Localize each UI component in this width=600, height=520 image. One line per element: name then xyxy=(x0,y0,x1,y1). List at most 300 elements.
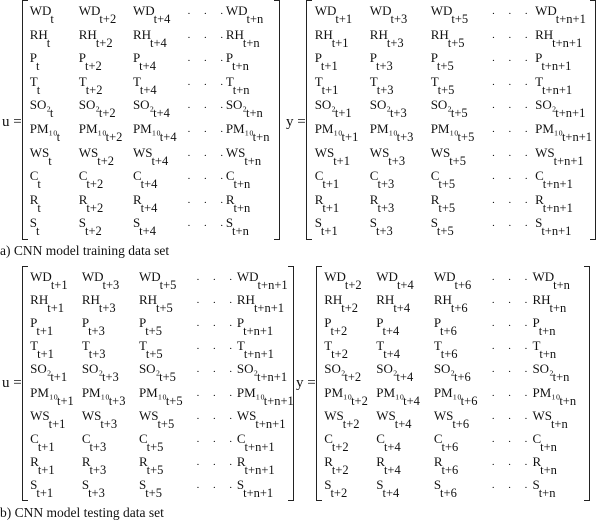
ellipsis-dots: · · · xyxy=(196,297,238,310)
time-subscript: t+3 xyxy=(390,12,408,26)
matrix-cell xyxy=(314,215,339,239)
matrix-cell xyxy=(532,269,570,292)
variable-symbol: C xyxy=(132,168,142,184)
matrix-cell xyxy=(236,315,274,339)
variable-symbol: S xyxy=(132,215,141,231)
variable-symbol: WS xyxy=(433,407,454,423)
time-subscript: t+1 xyxy=(320,224,338,239)
variable-symbol: WD xyxy=(138,269,161,284)
variable-symbol: WD xyxy=(29,3,52,18)
ellipsis-dots: · · · xyxy=(491,173,534,186)
variable-symbol: S xyxy=(324,476,332,492)
ellipsis-dots: · · · xyxy=(491,78,534,91)
time-subscript: t+5 xyxy=(146,439,164,454)
variable-symbol: WD xyxy=(369,3,392,18)
variable-symbol: SO₂ xyxy=(535,97,557,113)
variable-symbol: R xyxy=(324,453,333,469)
matrix-cell xyxy=(81,269,120,292)
variable-symbol: S xyxy=(236,476,245,492)
variable-symbol: PM₁₀ xyxy=(324,384,353,400)
matrix-cell xyxy=(81,315,106,339)
time-subscript: t+n+1 xyxy=(244,439,275,454)
time-subscript: t+1 xyxy=(37,462,55,477)
variable-symbol: P xyxy=(81,315,90,331)
matrix-row xyxy=(316,314,590,338)
matrix-cell xyxy=(138,407,175,431)
time-subscript: t+2 xyxy=(351,393,368,408)
variable-symbol: PM₁₀ xyxy=(29,121,58,136)
variable-symbol: S xyxy=(376,476,384,492)
ellipsis xyxy=(492,4,534,19)
time-subscript: t+1 xyxy=(37,347,54,362)
matrix-cell xyxy=(81,407,118,431)
time-subscript: t+5 xyxy=(157,416,175,431)
matrix-cell xyxy=(314,73,340,97)
variable-symbol: S xyxy=(81,476,90,492)
time-subscript: t+n xyxy=(232,82,250,97)
matrix-cell xyxy=(535,73,573,97)
variable-symbol: T xyxy=(225,73,234,89)
ellipsis xyxy=(492,122,534,137)
time-subscript: t+5 xyxy=(159,278,177,292)
variable-symbol: PM₁₀ xyxy=(535,121,563,136)
y-matrix xyxy=(316,266,590,501)
variable-symbol: PM₁₀ xyxy=(314,121,343,136)
time-subscript: t+1 xyxy=(320,59,338,74)
time-subscript: t+4 xyxy=(396,370,414,385)
matrix-cell xyxy=(30,407,66,431)
matrix-cell xyxy=(314,191,340,215)
matrix-cell xyxy=(225,50,250,74)
time-subscript: t+1 xyxy=(334,106,352,121)
matrix-cell xyxy=(433,407,470,431)
matrix-cell xyxy=(430,215,455,239)
time-subscript: t+2 xyxy=(84,224,102,239)
ellipsis xyxy=(187,28,229,43)
variable-symbol: S xyxy=(225,215,234,231)
ellipsis-dots: · · · xyxy=(187,196,229,209)
variable-symbol: SO₂ xyxy=(132,97,155,113)
variable-symbol: PM₁₀ xyxy=(81,384,110,400)
variable-symbol: SO₂ xyxy=(433,361,455,377)
time-subscript: t+4 xyxy=(383,347,400,362)
matrix-cell xyxy=(29,26,52,50)
time-subscript: t+5 xyxy=(450,106,468,121)
time-subscript: t+4 xyxy=(383,439,401,454)
variable-symbol: RH xyxy=(314,26,333,42)
time-subscript: t+n xyxy=(232,59,249,74)
matrix-cell xyxy=(369,50,394,74)
ellipsis xyxy=(196,478,238,493)
variable-symbol: RH xyxy=(430,26,449,42)
ellipsis xyxy=(491,386,533,401)
matrix-cell xyxy=(78,144,115,168)
time-subscript: t+6 xyxy=(440,324,457,339)
ellipsis xyxy=(196,316,238,331)
variable-symbol: SO₂ xyxy=(314,97,336,113)
ellipsis-dots: · · · xyxy=(187,173,229,186)
time-subscript: t+5 xyxy=(159,370,176,385)
matrix-cell xyxy=(324,453,349,477)
variable-symbol: WS xyxy=(376,407,396,423)
variable-symbol: RH xyxy=(225,26,244,42)
matrix-row xyxy=(22,2,280,26)
ellipsis-dots: · · · xyxy=(187,102,229,115)
ellipsis xyxy=(196,432,238,447)
time-subscript: t+n xyxy=(233,200,251,215)
time-subscript: t+1 xyxy=(341,130,359,144)
ellipsis-dots: · · · xyxy=(491,31,534,44)
variable-symbol: SO₂ xyxy=(78,97,100,113)
time-subscript: t+1 xyxy=(50,370,68,385)
time-subscript: t+n+1 xyxy=(243,324,274,339)
variable-symbol: PM₁₀ xyxy=(225,121,254,136)
time-subscript: t+1 xyxy=(36,485,54,500)
ellipsis xyxy=(196,270,238,285)
variable-symbol: C xyxy=(369,168,379,184)
ellipsis-dots: · · · xyxy=(491,389,533,402)
matrix-row xyxy=(306,73,596,97)
variable-symbol: WS xyxy=(430,144,451,160)
variable-symbol: S xyxy=(532,476,540,492)
matrix-cell xyxy=(369,26,405,50)
ellipsis-dots: · · · xyxy=(491,320,533,333)
time-subscript: t+2 xyxy=(344,278,362,292)
u-label: u = xyxy=(2,375,22,391)
variable-symbol: WD xyxy=(376,269,398,284)
matrix-row xyxy=(306,2,596,26)
time-subscript: t+3 xyxy=(386,35,404,50)
ellipsis xyxy=(491,362,533,377)
matrix-cell xyxy=(29,121,61,144)
y-label: y = xyxy=(286,114,306,130)
ellipsis xyxy=(187,98,229,113)
matrix-cell xyxy=(324,292,359,316)
matrix-cell xyxy=(132,191,158,215)
time-subscript: t+5 xyxy=(437,82,455,97)
variable-symbol: T xyxy=(369,73,378,89)
matrix-row xyxy=(22,49,280,73)
matrix-cell xyxy=(433,430,459,454)
ellipsis xyxy=(187,122,229,137)
variable-symbol: PM₁₀ xyxy=(369,121,398,136)
time-subscript: t+5 xyxy=(436,59,454,74)
matrix-cell xyxy=(132,26,168,50)
variable-symbol: T xyxy=(29,73,38,89)
variable-symbol: WS xyxy=(81,407,102,423)
matrix-cell xyxy=(535,97,586,121)
time-subscript: t+3 xyxy=(88,347,106,362)
time-subscript: t+6 xyxy=(450,301,468,316)
caption-a: a) CNN model training data set xyxy=(0,243,170,258)
time-subscript: t+4 xyxy=(153,12,171,26)
matrix-row xyxy=(22,314,294,338)
matrix-cell xyxy=(532,338,557,362)
ellipsis xyxy=(196,339,238,354)
time-subscript: t+3 xyxy=(88,485,105,500)
matrix-cell xyxy=(433,453,459,477)
variable-symbol: S xyxy=(430,215,438,231)
ellipsis xyxy=(492,98,534,113)
time-subscript: t+3 xyxy=(100,416,118,431)
time-subscript: t+4 xyxy=(151,153,169,168)
variable-symbol: WD xyxy=(535,3,557,18)
variable-symbol: P xyxy=(376,315,384,331)
variable-symbol: R xyxy=(225,191,235,207)
matrix-row xyxy=(22,453,294,477)
matrix-cell xyxy=(236,430,276,454)
matrix-row xyxy=(316,337,590,361)
matrix-cell xyxy=(376,384,421,408)
time-subscript: t+n xyxy=(242,35,260,50)
ellipsis-dots: · · · xyxy=(491,55,534,68)
time-subscript: t+6 xyxy=(441,439,459,454)
matrix-row xyxy=(316,268,590,292)
ellipsis xyxy=(491,339,533,354)
matrix-row xyxy=(306,144,596,168)
matrix-cell xyxy=(81,476,106,500)
variable-symbol: WD xyxy=(532,269,555,284)
variable-symbol: C xyxy=(433,430,443,446)
time-subscript: t+6 xyxy=(453,370,471,385)
matrix-cell xyxy=(535,121,593,144)
matrix-cell xyxy=(376,361,414,385)
variable-symbol: PM₁₀ xyxy=(532,384,561,400)
variable-symbol: R xyxy=(430,191,440,207)
ellipsis-dots: · · · xyxy=(491,8,534,20)
time-subscript: t+n xyxy=(539,347,557,362)
matrix-cell xyxy=(78,121,124,144)
variable-symbol: S xyxy=(138,476,147,492)
ellipsis-dots: · · · xyxy=(196,458,238,471)
matrix-row xyxy=(22,407,294,431)
time-subscript: t+4 xyxy=(159,130,177,144)
ellipsis xyxy=(492,193,534,208)
time-subscript: t+1 xyxy=(57,393,74,408)
variable-symbol: SO₂ xyxy=(376,361,398,377)
variable-symbol: SO₂ xyxy=(369,97,391,113)
time-subscript: t+4 xyxy=(403,393,420,408)
matrix-cell xyxy=(132,121,178,144)
variable-symbol: WD xyxy=(236,269,259,284)
variable-symbol: SO₂ xyxy=(30,361,52,377)
time-subscript: t+1 xyxy=(47,301,64,316)
ellipsis xyxy=(187,169,229,184)
matrix-cell xyxy=(236,338,275,362)
time-subscript: t+2 xyxy=(331,439,349,454)
matrix-cell xyxy=(236,384,295,408)
matrix-cell xyxy=(430,121,476,144)
matrix-cell xyxy=(138,430,164,454)
variable-symbol: C xyxy=(29,168,39,184)
matrix-row xyxy=(22,144,280,168)
matrix-cell xyxy=(132,73,158,97)
ellipsis-dots: · · · xyxy=(187,220,229,233)
matrix-cell xyxy=(29,144,53,168)
time-subscript: t xyxy=(48,153,52,168)
variable-symbol: RH xyxy=(30,292,49,308)
ellipsis xyxy=(187,75,229,90)
time-subscript: t+1 xyxy=(50,278,68,292)
matrix-row xyxy=(22,73,280,97)
time-subscript: t+n xyxy=(252,130,270,144)
time-subscript: t+2 xyxy=(86,177,104,192)
time-subscript: t+3 xyxy=(377,200,395,215)
variable-symbol: WD xyxy=(430,3,453,18)
matrix-cell xyxy=(369,97,408,121)
time-subscript: t+1 xyxy=(333,153,350,168)
variable-symbol: P xyxy=(78,50,86,66)
variable-symbol: C xyxy=(430,168,440,184)
time-subscript: t+2 xyxy=(97,153,115,168)
matrix-row xyxy=(316,476,590,500)
time-subscript: t+n+1 xyxy=(555,12,586,26)
matrix-cell xyxy=(132,50,157,74)
time-subscript: t xyxy=(46,35,51,50)
time-subscript: t+n xyxy=(549,301,567,316)
time-subscript: t+2 xyxy=(85,82,103,97)
matrix-cell xyxy=(236,476,274,500)
matrix-cell xyxy=(225,26,261,50)
matrix-cell xyxy=(78,168,104,192)
matrix-cell xyxy=(78,215,103,239)
matrix-cell xyxy=(81,292,117,316)
matrix-cell xyxy=(535,144,585,168)
variable-symbol: C xyxy=(324,430,333,446)
variable-symbol: WS xyxy=(30,407,50,423)
time-subscript: t+6 xyxy=(454,278,472,292)
ellipsis-dots: · · · xyxy=(187,55,229,68)
y-matrix xyxy=(306,0,596,240)
time-subscript: t+n+1 xyxy=(542,200,573,215)
matrix-cell xyxy=(535,26,583,50)
time-subscript: t+2 xyxy=(330,324,348,339)
matrix-cell xyxy=(535,168,574,192)
time-subscript: t+2 xyxy=(98,106,116,121)
matrix-cell xyxy=(376,338,401,362)
matrix-cell xyxy=(324,384,369,408)
matrix-cell xyxy=(30,292,65,316)
variable-symbol: RH xyxy=(132,26,151,42)
time-subscript: t+3 xyxy=(396,130,414,144)
variable-symbol: SO₂ xyxy=(225,97,247,113)
matrix-cell xyxy=(138,476,163,500)
matrix-cell xyxy=(78,97,117,121)
variable-symbol: T xyxy=(236,338,245,354)
matrix-row xyxy=(316,453,590,477)
matrix-cell xyxy=(30,338,55,362)
variable-symbol: WS xyxy=(314,144,335,160)
time-subscript: t+5 xyxy=(438,200,456,215)
variable-symbol: C xyxy=(376,430,385,446)
time-subscript: t+6 xyxy=(452,416,470,431)
ellipsis-dots: · · · xyxy=(187,149,229,162)
matrix-cell xyxy=(433,315,458,339)
matrix-cell xyxy=(369,3,408,26)
variable-symbol: R xyxy=(376,453,385,469)
time-subscript: t xyxy=(36,82,41,97)
matrix-cell xyxy=(236,361,288,385)
ellipsis-dots: · · · xyxy=(187,8,229,20)
matrix-cell xyxy=(324,430,349,454)
matrix-cell xyxy=(433,361,472,385)
variable-symbol: PM₁₀ xyxy=(236,384,265,400)
time-subscript: t+5 xyxy=(447,35,465,50)
variable-symbol: T xyxy=(30,338,39,354)
matrix-row xyxy=(316,360,590,384)
time-subscript: t+n+1 xyxy=(541,59,572,74)
matrix-row xyxy=(306,120,596,144)
matrix-cell xyxy=(138,384,184,408)
time-subscript: t xyxy=(35,59,40,74)
time-subscript: t+3 xyxy=(108,393,126,408)
matrix-cell xyxy=(324,315,348,339)
time-subscript: t+2 xyxy=(331,462,349,477)
matrix-cell xyxy=(132,168,158,192)
ellipsis xyxy=(196,293,238,308)
matrix-cell xyxy=(81,453,107,477)
variable-symbol: PM₁₀ xyxy=(138,384,167,400)
matrix-cell xyxy=(225,215,250,239)
variable-symbol: T xyxy=(314,73,323,89)
variable-symbol: SO₂ xyxy=(430,97,452,113)
matrix-cell xyxy=(225,97,264,121)
u-label: u = xyxy=(2,114,22,130)
variable-symbol: WS xyxy=(78,144,99,160)
variable-symbol: P xyxy=(324,315,332,331)
time-subscript: t+5 xyxy=(145,347,163,362)
matrix-cell xyxy=(430,191,456,215)
matrix-cell xyxy=(30,384,75,408)
matrix-row xyxy=(306,26,596,50)
matrix-cell xyxy=(29,97,55,121)
u-matrix xyxy=(22,0,280,240)
ellipsis-dots: · · · xyxy=(196,343,238,356)
matrix-cell xyxy=(369,73,395,97)
time-subscript: t+n+1 xyxy=(263,393,294,408)
matrix-cell xyxy=(532,453,557,477)
caption-b: b) CNN model testing data set xyxy=(0,505,164,520)
ellipsis-dots: · · · xyxy=(491,458,533,471)
matrix-cell xyxy=(81,430,107,454)
matrix-cell xyxy=(433,269,472,292)
matrix-cell xyxy=(132,215,157,239)
matrix-cell xyxy=(433,292,469,316)
variable-symbol: T xyxy=(532,338,541,354)
variable-symbol: WS xyxy=(138,407,159,423)
matrix-cell xyxy=(376,407,412,431)
variable-symbol: WS xyxy=(29,144,50,160)
time-subscript: t+4 xyxy=(150,35,167,50)
variable-symbol: RH xyxy=(532,292,551,308)
ellipsis-dots: · · · xyxy=(196,389,238,402)
time-subscript: t+1 xyxy=(48,416,66,431)
matrix-cell xyxy=(138,361,177,385)
matrix-cell xyxy=(314,3,353,26)
variable-symbol: R xyxy=(535,191,544,207)
variable-symbol: T xyxy=(324,338,333,354)
ellipsis-dots: · · · xyxy=(491,297,533,310)
variable-symbol: RH xyxy=(433,292,452,308)
time-subscript: t+3 xyxy=(101,370,119,385)
variable-symbol: WS xyxy=(225,144,246,160)
matrix-cell xyxy=(430,168,456,192)
time-subscript: t+n xyxy=(540,462,557,477)
matrix-cell xyxy=(369,215,394,239)
variable-symbol: P xyxy=(138,315,147,331)
matrix-cell xyxy=(430,26,466,50)
variable-symbol: R xyxy=(29,191,39,207)
